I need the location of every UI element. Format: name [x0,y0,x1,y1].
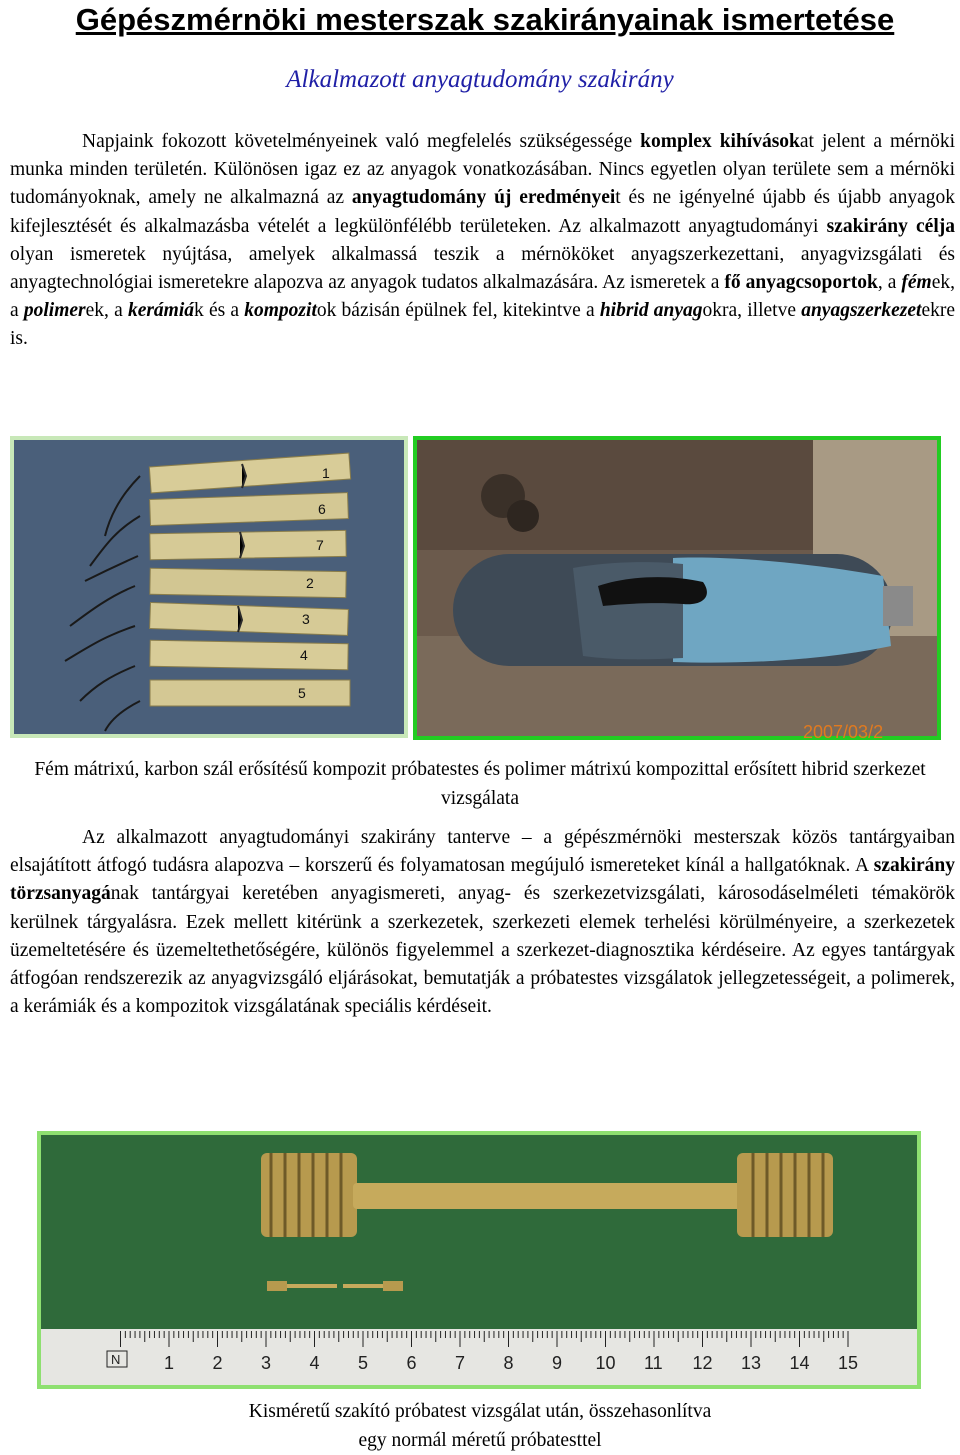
emphasis-run: fő anyagcsoportok [724,272,877,293]
photo-caption-2 [0,1398,960,1455]
photo-caption-2-line1: Kisméretű szakító próbatest vizsgálat után, összehasonlítva [0,1398,960,1427]
emphasis-run: szakirány törzsanyagá [10,855,955,904]
section-subtitle: Alkalmazott anyagtudomány szakirány [0,66,960,94]
curriculum-paragraph: Az alkalmazott anyagtudományi szakirány tanterve – a gépészmérnöki mesterszak közös tantárgyaiban elsajátított átfogó tudásra alapozva – korszerű és folyamatosan megújuló ismereteket kínál a hallgatóknak. A szakirány törzsanyagának tantárgyai keretében anyagismereti, anyag- és szerkezetvizsgálati, károsodáselméleti témakörök kerülnek tárgyalásra. Ezek mellett kitérünk a szerkezetek, szerkezeti elemek terhelési körülményeire, a szerkezetek üzemeltetésére és üzemeltethetőségére, különös figyelemmel a szerkezet-diagnosztika kérdéseire. Az egyes tantárgyak átfogóan rendszerezik az anyagvizsgáló eljárásokat, bemutatják a próbatestes vizsgálatok jellegzetességeit, a polimerek, a kerámiák és a kompozitok vizsgálatának speciális kérdéseit. [10,824,955,1021]
hybrid-pipe-photo [413,436,941,740]
tensile-specimen-photo [37,1131,921,1389]
specimen-label-2: 2 [306,575,314,591]
ruler-number: 1 [164,1353,174,1373]
specimen-label-1: 1 [322,465,330,481]
photo-caption-1: Fém mátrixú, karbon szál erősítésű kompozit próbatestes és polimer mátrixú kompozittal erősített hibrid szerkezet vizsgálata [0,756,960,813]
ruler-number: 11 [644,1353,663,1373]
ruler-number: 4 [310,1353,320,1373]
ruler-number: 7 [455,1353,465,1373]
ruler-badge: N [111,1352,120,1367]
emphasis-run: anyagtudomány új eredményei [352,187,615,208]
ruler-number: 2 [213,1353,223,1373]
photo-caption-2-line2: egy normál méretű próbatesttel [0,1427,960,1455]
ruler-number: 3 [261,1353,271,1373]
date-stamp: 2007/03/2 [803,722,883,740]
ruler-number: 8 [504,1353,514,1373]
ruler-number: 13 [741,1353,761,1373]
specimen-label-6: 6 [318,501,326,517]
ruler-number: 5 [358,1353,368,1373]
ruler-number: 9 [552,1353,562,1373]
specimen-label-7: 7 [316,537,324,553]
emphasis-run: kerámiá [128,300,194,321]
intro-paragraph: Napjaink fokozott követelményeinek való megfelelés szükségessége komplex kihívásokat jelent a mérnöki munka minden területén. Különösen igaz ez az anyagok vonatkozásában. Nincs egyetlen olyan területe sem a mérnöki tudományoknak, amely ne alkalmazná az anyagtudomány új eredményeit és ne igényelné újabb és újabb anyagok kifejlesztését és alkalmazásba vételét a legkülönfélébb területeken. Az alkalmazott anyagtudományi szakirány célja olyan ismeretek nyújtása, amelyek alkalmassá teszik a mérnököket anyagszerkezettani, anyagvizsgálati és anyagtechnológiai ismeretekre alapozva az anyagok tudatos alkalmazására. Az ismeretek a fő anyagcsoportok, a fémek, a polimerek, a kerámiák és a kompozitok bázisán épülnek fel, kitekintve a hibrid anyagokra, illetve anyagszerkezetekre is. [10,128,955,354]
emphasis-run: anyagszerkezet [801,300,921,321]
emphasis-run: szakirány célja [827,216,955,237]
ruler [41,1329,917,1385]
page-title: Gépészmérnöki mesterszak szakirányainak ismertetése [50,2,920,38]
specimen-label-3: 3 [302,611,310,627]
emphasis-run: komplex kihívások [640,131,800,152]
ruler-number: 14 [790,1353,810,1373]
ruler-number: 6 [407,1353,417,1373]
ruler-number: 10 [596,1353,616,1373]
emphasis-run: polimer [24,300,86,321]
emphasis-run: kompozit [244,300,317,321]
emphasis-run: hibrid anyag [600,300,703,321]
composite-specimens-photo [10,436,408,738]
emphasis-run: fém [901,272,931,293]
ruler-number: 15 [838,1353,858,1373]
ruler-number: 12 [693,1353,713,1373]
pipe [453,554,913,666]
specimen-label-4: 4 [300,647,308,663]
specimen-label-5: 5 [298,685,306,701]
